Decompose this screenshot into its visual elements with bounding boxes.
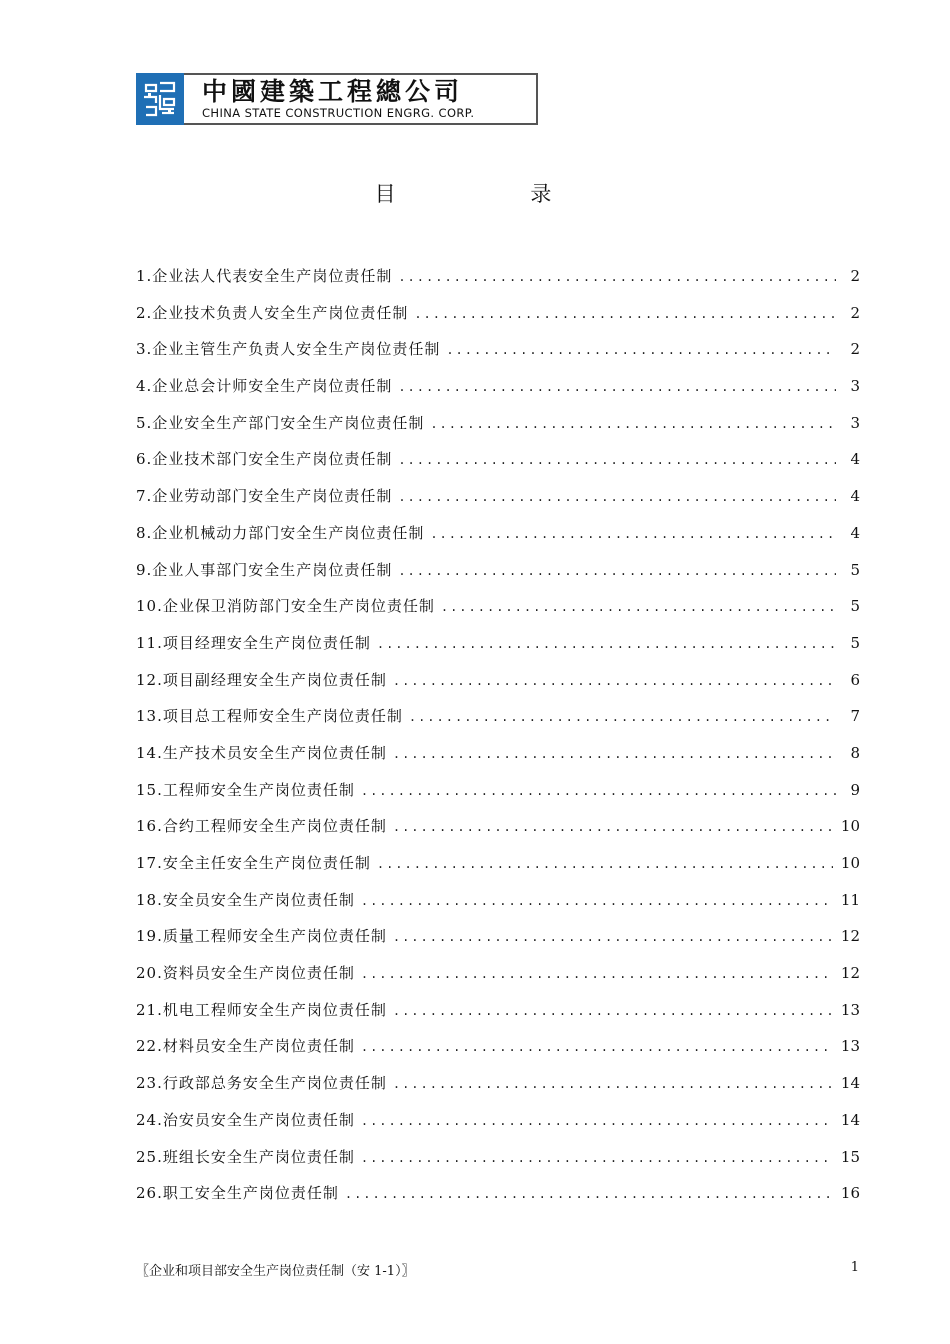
toc-entry-page: 10 [840,854,860,872]
toc-dot-leader [361,1107,833,1135]
toc-entry[interactable] [136,262,860,299]
toc-entry-page: 3 [850,377,860,396]
toc-entry-page: 15 [840,1147,860,1166]
toc-entry-title: 12.项目副经理安全生产岗位责任制 [136,670,387,689]
toc-entry[interactable] [136,372,860,409]
toc-entry-title: 19.质量工程师安全生产岗位责任制 [136,927,387,946]
toc-entry[interactable] [136,1069,860,1106]
toc-entry-title: 8.企业机械动力部门安全生产岗位责任制 [136,523,425,542]
toc-entry-title: 11.项目经理安全生产岗位责任制 [136,633,371,652]
toc-entry[interactable] [136,776,860,813]
toc-entry-page: 5 [850,597,860,616]
toc-dot-leader [393,1070,833,1098]
toc-dot-leader [361,960,833,988]
toc-entry-title: 7.企业劳动部门安全生产岗位责任制 [136,487,393,506]
toc-dot-leader [398,557,836,585]
toc-dot-leader [393,667,836,695]
toc-entry-title: 4.企业总会计师安全生产岗位责任制 [136,377,393,396]
toc-dot-leader [345,1180,833,1208]
footer-document-label: 〖企业和项目部安全生产岗位责任制（安 1-1）〗 [136,1264,415,1279]
toc-entry[interactable] [136,996,860,1033]
toc-entry[interactable] [136,959,860,996]
toc-entry-title: 3.企业主管生产负责人安全生产岗位责任制 [136,340,441,359]
toc-entry-title: 25.班组长安全生产岗位责任制 [136,1147,355,1166]
toc-dot-leader [377,630,836,658]
toc-dot-leader [393,923,833,951]
toc-entry-title: 5.企业安全生产部门安全生产岗位责任制 [136,413,425,432]
logo-wordmark [184,73,538,125]
toc-entry[interactable] [136,886,860,923]
toc-entry[interactable] [136,812,860,849]
toc-entry[interactable] [136,592,860,629]
toc-entry-page: 12 [840,927,860,946]
toc-entry-title: 24.治安员安全生产岗位责任制 [136,1110,355,1129]
toc-entry-page: 3 [850,413,860,432]
toc-dot-leader [430,520,836,548]
toc-entry-page: 16 [840,1184,860,1203]
toc-entry-title: 22.材料员安全生产岗位责任制 [136,1037,355,1056]
toc-entry[interactable] [136,299,860,336]
toc-entry[interactable] [136,556,860,593]
toc-entry-page: 11 [840,890,860,909]
toc-dot-leader [361,777,836,805]
toc-entry-page: 9 [850,780,860,799]
toc-dot-leader [398,373,836,401]
toc-entry[interactable] [136,1106,860,1143]
toc-dot-leader [398,446,836,474]
toc-entry-title: 17.安全主任安全生产岗位责任制 [136,854,371,872]
toc-entry[interactable] [136,409,860,446]
toc-entry-page: 4 [850,487,860,506]
toc-dot-leader [361,887,833,915]
toc-entry-page: 7 [850,707,860,726]
toc-dot-leader [361,1033,833,1061]
toc-entry-title: 15.工程师安全生产岗位责任制 [136,780,355,799]
toc-entry[interactable] [136,335,860,372]
toc-entry[interactable] [136,629,860,666]
toc-entry[interactable] [136,482,860,519]
toc-entry-title: 10.企业保卫消防部门安全生产岗位责任制 [136,597,435,616]
toc-dot-leader [446,336,836,364]
toc-entry-page: 5 [850,633,860,652]
toc-dot-leader [377,850,833,878]
toc-dot-leader [393,813,833,841]
toc-entry-page: 2 [850,267,860,285]
logo-english-name: CHINA STATE CONSTRUCTION ENGRG. CORP. [202,105,475,120]
toc-entry-title: 1.企业法人代表安全生产岗位责任制 [136,267,393,285]
toc-dot-leader [414,300,836,328]
toc-entry-page: 4 [850,450,860,469]
cscec-logo-icon [136,73,184,125]
toc-entry[interactable] [136,849,860,886]
toc-entry-page: 5 [850,560,860,579]
toc-dot-leader [361,1144,833,1172]
toc-entry-title: 26.职工安全生产岗位责任制 [136,1184,339,1203]
toc-entry-page: 2 [850,303,860,322]
toc-dot-leader [398,483,836,511]
toc-entry[interactable] [136,1179,860,1216]
toc-dot-leader [441,593,836,621]
toc-entry[interactable] [136,666,860,703]
logo-chinese-name: 中國建築工程總公司 [202,76,464,106]
toc-entry-title: 21.机电工程师安全生产岗位责任制 [136,1000,387,1019]
toc-entry-title: 18.安全员安全生产岗位责任制 [136,890,355,909]
toc-entry-page: 2 [850,340,860,359]
toc-entry-page: 14 [840,1074,860,1093]
toc-entry[interactable] [136,739,860,776]
toc-entry-title: 2.企业技术负责人安全生产岗位责任制 [136,303,409,322]
toc-entry[interactable] [136,519,860,556]
toc-entry-page: 14 [840,1110,860,1129]
toc-entry[interactable] [136,445,860,482]
toc-entry[interactable] [136,1032,860,1069]
toc-entry[interactable] [136,702,860,739]
toc-entry-page: 12 [840,964,860,983]
toc-entry-page: 13 [840,1000,860,1019]
toc-entry-title: 13.项目总工程师安全生产岗位责任制 [136,707,403,726]
toc-dot-leader [430,410,836,438]
toc-entry[interactable] [136,922,860,959]
table-of-contents [136,262,860,1216]
toc-dot-leader [398,263,836,291]
toc-entry-page: 6 [850,670,860,689]
toc-entry-page: 4 [850,523,860,542]
toc-entry-title: 16.合约工程师安全生产岗位责任制 [136,817,387,836]
company-logo [136,73,538,125]
footer-page-number: 1 [850,1260,859,1275]
toc-entry-title: 14.生产技术员安全生产岗位责任制 [136,743,387,762]
toc-dot-leader [393,740,836,768]
toc-entry[interactable] [136,1143,860,1180]
toc-entry-title: 20.资料员安全生产岗位责任制 [136,964,355,983]
toc-entry-page: 10 [840,817,860,836]
toc-entry-title: 9.企业人事部门安全生产岗位责任制 [136,560,393,579]
toc-entry-page: 13 [840,1037,860,1056]
toc-entry-page: 8 [850,743,860,762]
page-title: 目 录 [374,182,616,206]
toc-dot-leader [409,703,836,731]
toc-entry-title: 23.行政部总务安全生产岗位责任制 [136,1074,387,1093]
toc-dot-leader [393,997,833,1025]
toc-entry-title: 6.企业技术部门安全生产岗位责任制 [136,450,393,469]
